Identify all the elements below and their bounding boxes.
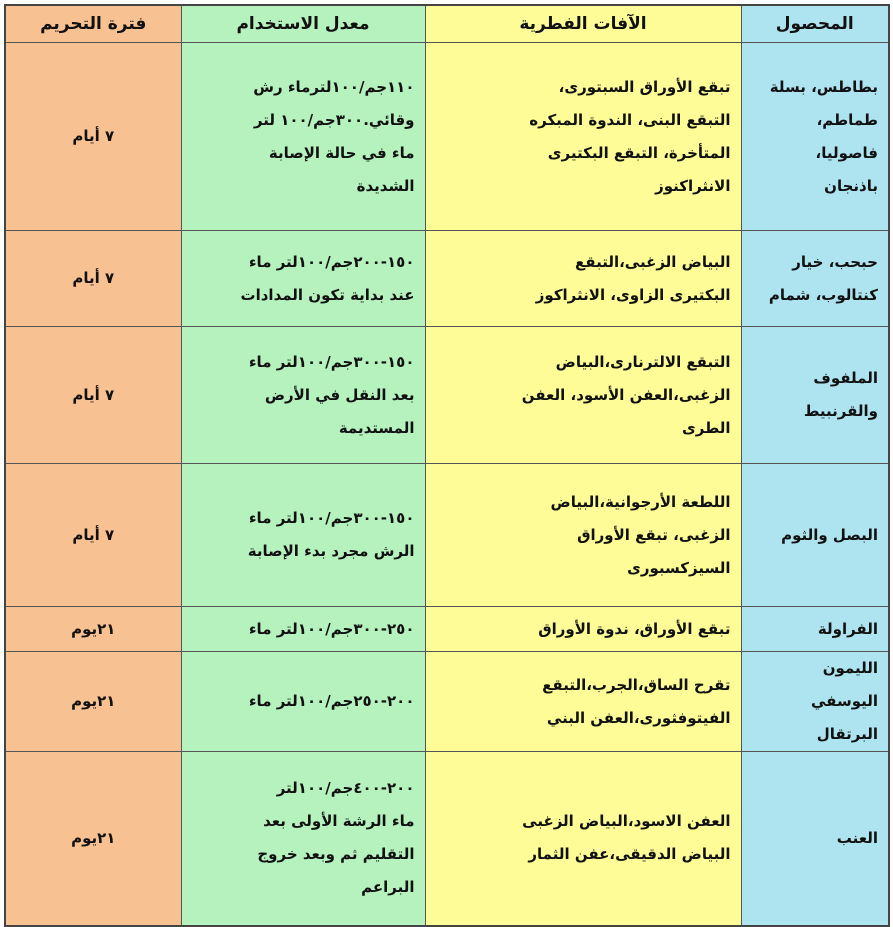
pests-cell: العفن الاسود،البياض الزغبى البياض الدقيقى،عفن الثمار xyxy=(425,752,741,926)
pests-cell: البياض الزغبى،التبقع البكتيرى الزاوى، الانثراكوز xyxy=(425,231,741,327)
period-cell: ٢١يوم xyxy=(5,652,181,752)
period-cell: ٧ أيام xyxy=(5,43,181,231)
pests-cell: اللطعة الأرجوانية،البياض الزغبى، تبقع الأوراق السيزكسبورى xyxy=(425,464,741,607)
table-row xyxy=(5,327,889,464)
pests-cell: تقرح الساق،الجرب،التبقع الفيتوفثورى،العفن البني xyxy=(425,652,741,752)
crop-cell: البصل والثوم xyxy=(741,464,889,607)
rate-cell: ١٥٠-٣٠٠جم/١٠٠لتر ماء الرش مجرد بدء الإصابة xyxy=(181,464,425,607)
period-cell: ٧ أيام xyxy=(5,464,181,607)
rate-cell: ٢٠٠-٤٠٠جم/١٠٠لتر ماء الرشة الأولى بعد التقليم ثم وبعد خروج البراعم xyxy=(181,752,425,926)
table-row xyxy=(5,43,889,231)
pests-cell: التبقع الالترنارى،البياض الزغبى،العفن الأسود، العفن الطرى xyxy=(425,327,741,464)
table-row xyxy=(5,231,889,327)
period-cell: ٢١يوم xyxy=(5,607,181,652)
header-row xyxy=(5,5,889,43)
period-cell: ٧ أيام xyxy=(5,231,181,327)
crop-cell: بطاطس، بسلة طماطم، فاصوليا، باذنجان xyxy=(741,43,889,231)
rate-cell: ٢٠٠-٢٥٠جم/١٠٠لتر ماء xyxy=(181,652,425,752)
pests-cell: تبقع الأوراق، ندوة الأوراق xyxy=(425,607,741,652)
header-period: فترة التحريم xyxy=(5,5,181,43)
header-rate: معدل الاستخدام xyxy=(181,5,425,43)
crop-cell: حبحب، خيار كنتالوب، شمام xyxy=(741,231,889,327)
crop-cell: الملفوف والقرنبيط xyxy=(741,327,889,464)
table-row xyxy=(5,652,889,752)
pesticide-table xyxy=(4,4,890,927)
pests-cell: تبقع الأوراق السبتورى، التبقع البنى، الندوة المبكره المتأخرة، التبقع البكتيرى الانثراكنوز xyxy=(425,43,741,231)
rate-cell: ١١٠جم/١٠٠لترماء رش وقائي.٣٠٠جم/١٠٠ لتر ماء في حالة الإصابة الشديدة xyxy=(181,43,425,231)
period-cell: ٧ أيام xyxy=(5,327,181,464)
table-row xyxy=(5,464,889,607)
crop-cell: الليمون اليوسفي البرتقال xyxy=(741,652,889,752)
rate-cell: ١٥٠-٢٠٠جم/١٠٠لتر ماء عند بداية تكون المدادات xyxy=(181,231,425,327)
table-row xyxy=(5,752,889,926)
rate-cell: ٢٥٠-٣٠٠جم/١٠٠لتر ماء xyxy=(181,607,425,652)
table-row xyxy=(5,607,889,652)
rate-cell: ١٥٠-٣٠٠جم/١٠٠لتر ماء بعد النقل في الأرض المستديمة xyxy=(181,327,425,464)
period-cell: ٢١يوم xyxy=(5,752,181,926)
header-crop: المحصول xyxy=(741,5,889,43)
header-pests: الآفات الفطرية xyxy=(425,5,741,43)
crop-cell: العنب xyxy=(741,752,889,926)
crop-cell: الفراولة xyxy=(741,607,889,652)
